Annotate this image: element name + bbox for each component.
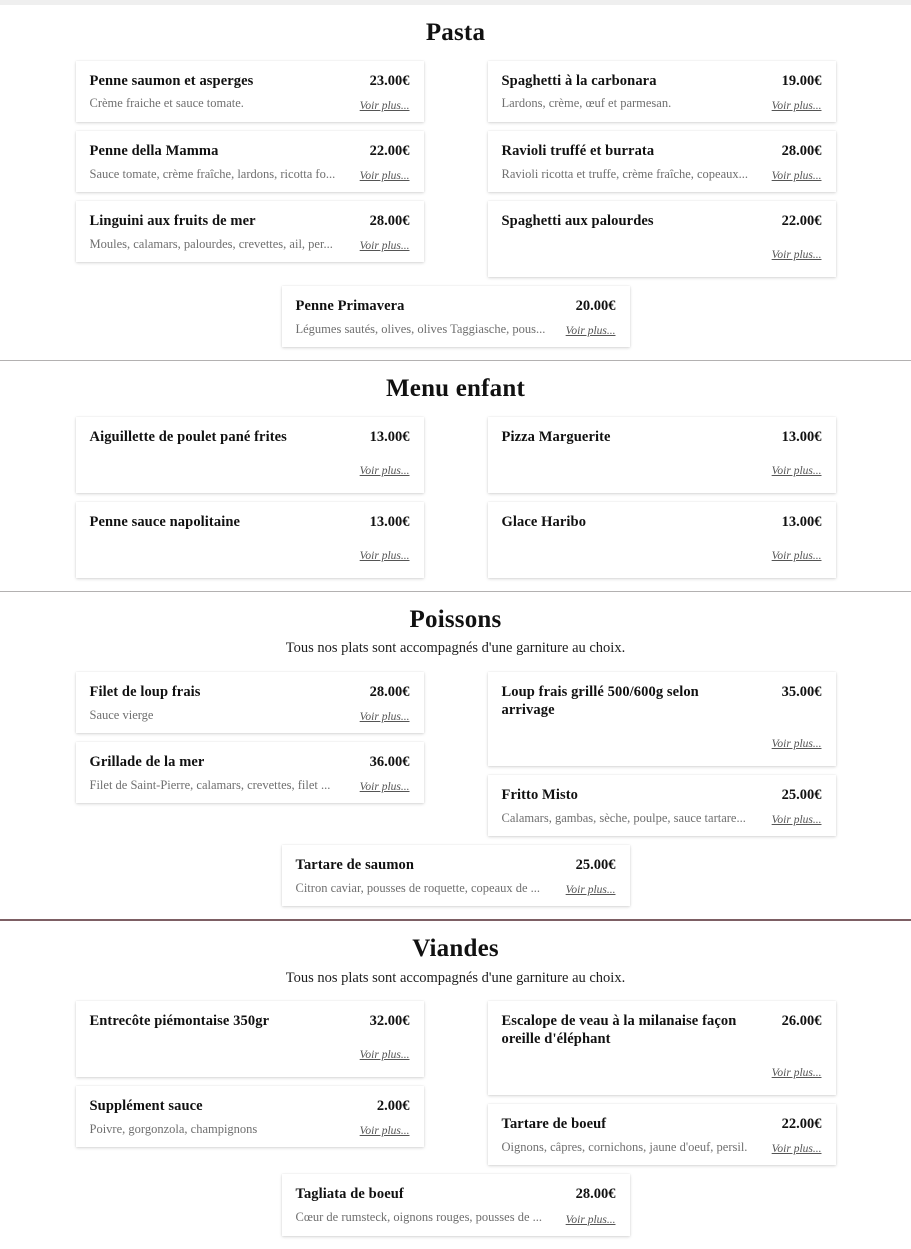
dish-price: 22.00€ [781, 212, 822, 229]
dish-footer-row [90, 460, 410, 477]
dish-card[interactable] [488, 1001, 836, 1095]
dish-footer-row [502, 733, 822, 750]
dish-footer-row [502, 244, 822, 261]
dish-card[interactable] [488, 61, 836, 122]
dish-price: 20.00€ [575, 297, 616, 314]
dish-footer-row [502, 460, 822, 477]
dish-header-row [502, 1115, 822, 1133]
voir-plus-link[interactable]: Voir plus... [359, 549, 410, 562]
dish-header-row [90, 212, 410, 230]
voir-plus-link[interactable]: Voir plus... [771, 549, 822, 562]
dish-price: 25.00€ [575, 857, 616, 874]
dish-name: Loup frais grillé 500/600g selon arrivage [501, 683, 699, 718]
dish-price: 26.00€ [781, 1013, 822, 1030]
section-title: Poissons [409, 605, 502, 633]
dish-card[interactable] [282, 1174, 630, 1235]
voir-plus-link[interactable]: Voir plus... [771, 248, 822, 261]
dish-column-right [488, 61, 836, 286]
dish-footer-row [502, 1138, 822, 1155]
dish-footer-row [502, 165, 822, 182]
dish-grid [76, 658, 836, 916]
section-subtitle: Tous nos plats sont accompagnés d'une garniture au choix. [285, 640, 626, 657]
dish-card[interactable] [76, 417, 424, 493]
voir-plus-link[interactable]: Voir plus... [771, 99, 822, 112]
dish-price: 28.00€ [781, 142, 822, 159]
dish-name: Grillade de la mer [89, 753, 205, 770]
voir-plus-link[interactable]: Voir plus... [359, 1049, 410, 1062]
voir-plus-link[interactable]: Voir plus... [359, 464, 410, 477]
voir-plus-link[interactable]: Voir plus... [771, 1067, 822, 1080]
voir-plus-link[interactable]: Voir plus... [771, 1143, 822, 1156]
dish-column-left [76, 417, 424, 587]
dish-description: Citron caviar, pousses de roquette, copeaux de ... [295, 880, 541, 895]
section-subtitle: Tous nos plats sont accompagnés d'une garniture au choix. [285, 969, 626, 986]
dish-card[interactable] [76, 61, 424, 122]
dish-name: Supplément sauce [89, 1098, 203, 1115]
dish-name: Ravioli truffé et burrata [501, 142, 655, 159]
dish-header-row [502, 513, 822, 531]
dish-footer-row [502, 95, 822, 112]
dish-grid [76, 47, 836, 357]
dish-name: Penne saumon et asperges [89, 72, 254, 89]
dish-description: Sauce vierge [89, 707, 154, 722]
voir-plus-link[interactable]: Voir plus... [771, 464, 822, 477]
dish-header-row [90, 72, 410, 90]
dish-price: 22.00€ [781, 1116, 822, 1133]
dish-header-row [502, 786, 822, 804]
dish-price: 13.00€ [369, 428, 410, 445]
dish-footer-row [296, 320, 616, 337]
dish-column-left [76, 1001, 424, 1156]
dish-card[interactable] [76, 742, 424, 803]
dish-price: 28.00€ [369, 212, 410, 229]
dish-description: Lardons, crème, œuf et parmesan. [501, 96, 672, 111]
voir-plus-link[interactable]: Voir plus... [359, 169, 410, 182]
dish-card[interactable] [488, 131, 836, 192]
dish-footer-row [502, 1062, 822, 1079]
dish-header-row [90, 1097, 410, 1115]
dish-description: Sauce tomate, crème fraîche, lardons, ricotta fo... [89, 166, 336, 181]
dish-header-row [90, 513, 410, 531]
dish-name: Tartare de saumon [295, 857, 415, 874]
dish-footer-row [502, 809, 822, 826]
dish-card[interactable] [282, 286, 630, 347]
dish-card[interactable] [76, 502, 424, 578]
dish-description: Moules, calamars, palourdes, crevettes, ail, per... [89, 236, 333, 251]
dish-name: Glace Haribo [501, 513, 587, 530]
dish-price: 13.00€ [369, 513, 410, 530]
section-title: Pasta [425, 19, 486, 46]
dish-header-row [90, 683, 410, 701]
dish-name: Entrecôte piémontaise 350gr [89, 1013, 270, 1030]
dish-header-row [502, 142, 822, 160]
dish-header-row [296, 1185, 616, 1203]
dish-column-center [76, 286, 836, 356]
dish-header-row [296, 297, 616, 315]
dish-name: Pizza Marguerite [501, 428, 611, 445]
dish-name: Linguini aux fruits de mer [89, 212, 256, 229]
dish-grid [76, 403, 836, 587]
dish-footer-row [296, 879, 616, 896]
dish-name: Penne Primavera [295, 297, 405, 314]
dish-description: Oignons, câpres, cornichons, jaune d'oeuf, persil. [501, 1140, 748, 1155]
dish-name: Tagliata de boeuf [295, 1186, 404, 1203]
dish-card[interactable] [76, 672, 424, 733]
voir-plus-link[interactable]: Voir plus... [771, 737, 822, 750]
dish-price: 2.00€ [376, 1098, 410, 1115]
dish-description: Filet de Saint-Pierre, calamars, crevettes, filet ... [89, 777, 331, 792]
dish-card[interactable] [76, 1086, 424, 1147]
menu-page [0, 5, 911, 1249]
voir-plus-link[interactable]: Voir plus... [771, 814, 822, 827]
dish-header-row [90, 1012, 410, 1030]
dish-column-right [488, 672, 836, 845]
voir-plus-link[interactable]: Voir plus... [359, 780, 410, 793]
dish-description: Crème fraiche et sauce tomate. [89, 96, 244, 111]
dish-name: Fritto Misto [501, 786, 578, 803]
voir-plus-link[interactable]: Voir plus... [565, 1213, 616, 1226]
dish-footer-row [296, 1209, 616, 1226]
dish-description: Cœur de rumsteck, oignons rouges, pousses de ... [295, 1210, 542, 1225]
dish-footer-row [90, 706, 410, 723]
dish-header-row [502, 428, 822, 446]
dish-name: Spaghetti aux palourdes [501, 212, 654, 229]
dish-price: 28.00€ [369, 683, 410, 700]
dish-price: 32.00€ [369, 1013, 410, 1030]
voir-plus-link[interactable]: Voir plus... [771, 169, 822, 182]
dish-card[interactable] [76, 1001, 424, 1077]
dish-name: Penne sauce napolitaine [89, 513, 241, 530]
dish-name: Penne della Mamma [89, 142, 219, 159]
dish-name: Filet de loup frais [89, 683, 201, 700]
dish-price: 19.00€ [781, 72, 822, 89]
dish-header-row [502, 683, 822, 719]
dish-column-left [76, 672, 424, 812]
dish-footer-row [502, 545, 822, 562]
dish-price: 13.00€ [781, 513, 822, 530]
dish-card[interactable] [488, 775, 836, 836]
dish-header-row [502, 212, 822, 230]
dish-header-row [296, 856, 616, 874]
dish-description: Poivre, gorgonzola, champignons [89, 1122, 258, 1137]
dish-card[interactable] [488, 1104, 836, 1165]
dish-header-row [502, 1012, 822, 1048]
dish-description: Calamars, gambas, sèche, poulpe, sauce tartare... [501, 810, 746, 825]
voir-plus-link[interactable]: Voir plus... [359, 710, 410, 723]
dish-column-right [488, 1001, 836, 1174]
section-header [0, 361, 911, 403]
menu-section-viandes [0, 919, 911, 1248]
voir-plus-link[interactable]: Voir plus... [359, 99, 410, 112]
section-title: Menu enfant [385, 375, 525, 402]
dish-card[interactable] [488, 417, 836, 493]
dish-name: Spaghetti à la carbonara [501, 72, 657, 89]
dish-name: Escalope de veau à la milanaise façon oreille d'éléphant [501, 1013, 737, 1048]
dish-price: 22.00€ [369, 142, 410, 159]
section-header [0, 921, 911, 987]
dish-price: 28.00€ [575, 1186, 616, 1203]
dish-card[interactable] [488, 201, 836, 277]
dish-price: 35.00€ [781, 683, 822, 700]
dish-footer-row [90, 235, 410, 252]
voir-plus-link[interactable]: Voir plus... [359, 1125, 410, 1138]
voir-plus-link[interactable]: Voir plus... [565, 884, 616, 897]
dish-header-row [90, 753, 410, 771]
dish-description: Légumes sautés, olives, olives Taggiasche, pous... [295, 321, 546, 336]
dish-name: Aiguillette de poulet pané frites [89, 428, 287, 445]
section-header [0, 592, 911, 658]
dish-price: 23.00€ [369, 72, 410, 89]
dish-footer-row [90, 545, 410, 562]
dish-footer-row [90, 1044, 410, 1061]
dish-header-row [90, 142, 410, 160]
dish-card[interactable] [488, 672, 836, 766]
dish-footer-row [90, 1120, 410, 1137]
dish-name: Tartare de boeuf [501, 1116, 607, 1133]
voir-plus-link[interactable]: Voir plus... [359, 239, 410, 252]
dish-card[interactable] [282, 845, 630, 906]
dish-footer-row [90, 776, 410, 793]
dish-header-row [502, 72, 822, 90]
dish-card[interactable] [76, 201, 424, 262]
dish-grid [76, 987, 836, 1245]
dish-price: 25.00€ [781, 786, 822, 803]
section-title: Viandes [412, 935, 499, 963]
dish-column-center [76, 845, 836, 915]
dish-price: 13.00€ [781, 428, 822, 445]
dish-price: 36.00€ [369, 753, 410, 770]
menu-section-pasta [0, 5, 911, 360]
dish-description: Ravioli ricotta et truffe, crème fraîche, copeaux... [501, 166, 749, 181]
voir-plus-link[interactable]: Voir plus... [565, 325, 616, 337]
dish-footer-row [90, 165, 410, 182]
dish-card[interactable] [76, 131, 424, 192]
menu-section-poissons [0, 591, 911, 919]
dish-column-left [76, 61, 424, 271]
dish-card[interactable] [488, 502, 836, 578]
menu-section-menu-enfant [0, 360, 911, 591]
dish-footer-row [90, 95, 410, 112]
dish-column-center [76, 1174, 836, 1244]
section-header [0, 5, 911, 47]
dish-column-right [488, 417, 836, 587]
dish-header-row [90, 428, 410, 446]
